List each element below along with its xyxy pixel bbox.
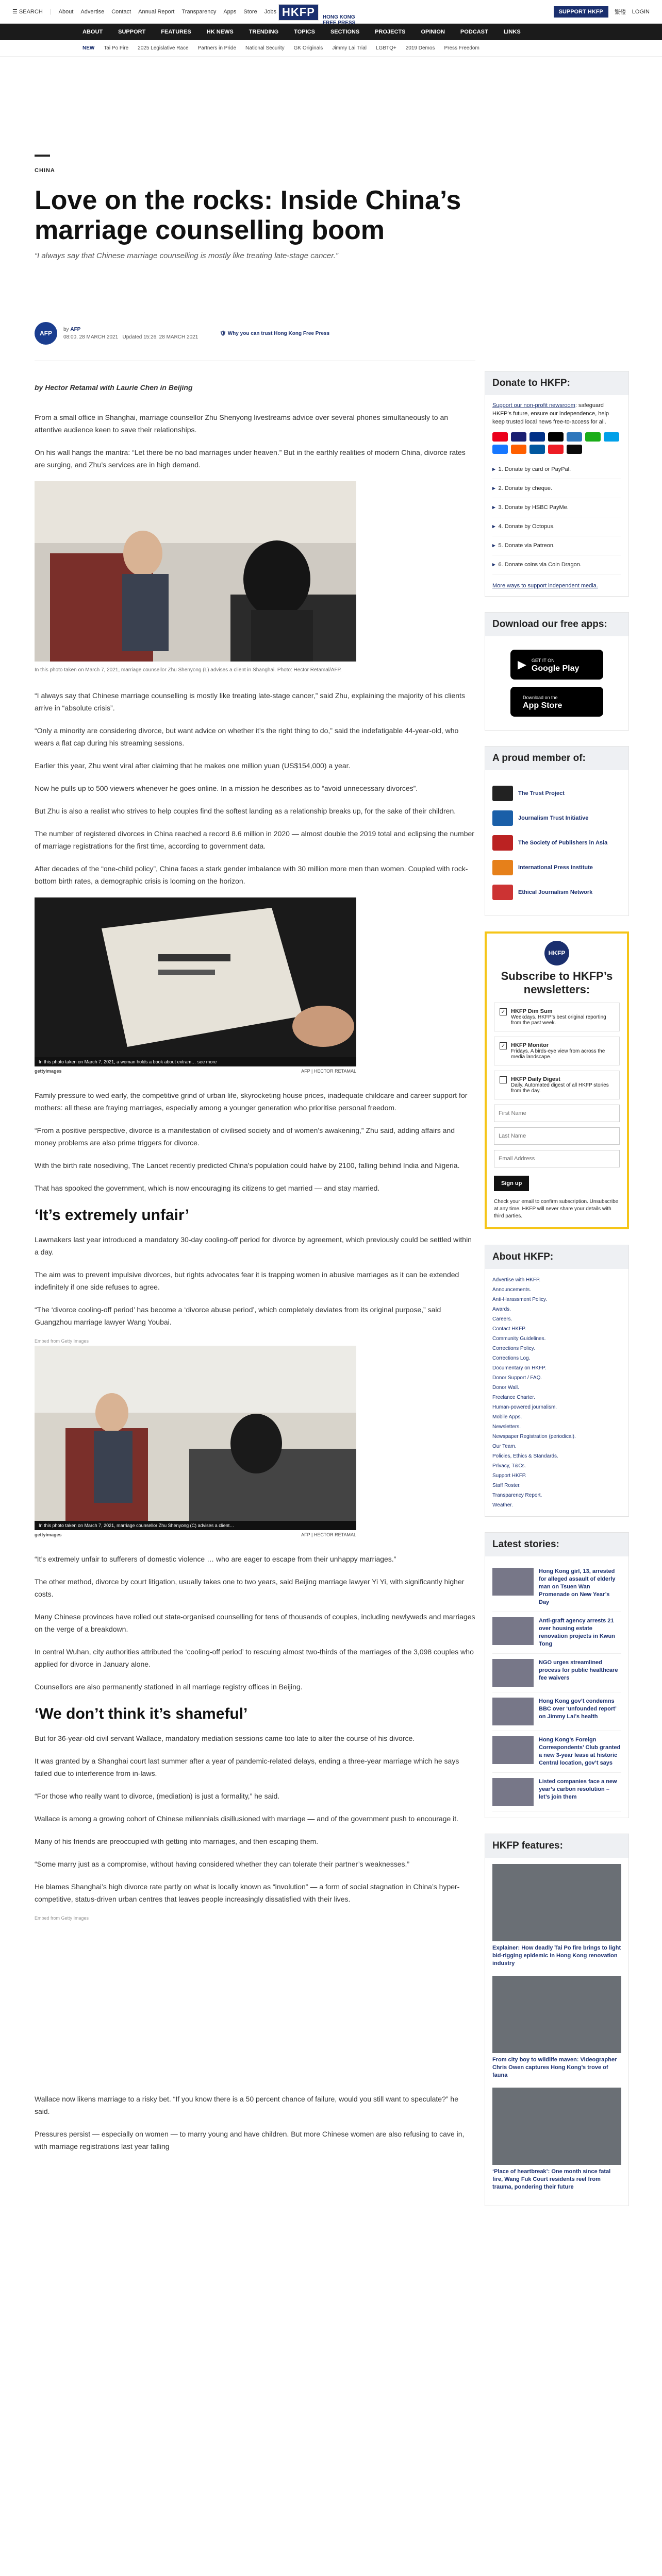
latest-story[interactable] [492, 1563, 621, 1612]
newsletter-logo: HKFP [544, 941, 569, 965]
feature-story[interactable] [492, 1976, 621, 2079]
arrow-icon: ▸ [492, 504, 495, 511]
story-title: Hong Kong girl, 13, arrested for alleged assault of elderly man on Tsuen Wan Promenade on New Year’s Day [539, 1568, 616, 1605]
trust-project-icon [492, 786, 513, 801]
features-box [485, 1834, 629, 2206]
author-avatar[interactable]: AFP [35, 322, 57, 345]
embed-credit[interactable]: Embed from Getty Images [35, 1916, 89, 1921]
about-link[interactable]: Policies, Ethics & Standards. [492, 1453, 558, 1459]
donate-box [485, 371, 629, 597]
card-icon [511, 432, 526, 442]
arrow-icon: ▸ [492, 466, 495, 472]
link-apps[interactable]: Apps [223, 8, 237, 15]
checkbox[interactable]: ✓ [500, 1008, 507, 1015]
features-list [485, 1858, 628, 2206]
link-about[interactable]: About [58, 8, 74, 15]
member-name: Ethical Journalism Network [518, 889, 593, 895]
member-logo[interactable] [492, 786, 621, 801]
subnav-item[interactable]: Jimmy Lai Trial [332, 45, 367, 51]
category-kicker[interactable]: CHINA [35, 167, 55, 174]
about-link[interactable]: Support HKFP. [492, 1473, 526, 1479]
donate-intro [492, 401, 621, 426]
trust-link[interactable]: 🛡 Why you can trust Hong Kong Free Press [220, 330, 330, 336]
photo-counsellor-scene [35, 481, 356, 662]
story-thumbnail [492, 1617, 534, 1645]
about-list [492, 1275, 621, 1510]
feature-story[interactable] [492, 1864, 621, 1968]
card-icon [567, 432, 582, 442]
search-label: SEARCH [19, 9, 43, 15]
member-name: International Press Institute [518, 865, 593, 871]
donate-option[interactable] [492, 498, 621, 517]
story-title: Hong Kong’s Foreign Correspondents’ Club granted a new 3-year lease at historic Central location, gov’t says [539, 1737, 621, 1766]
getty-logo[interactable]: gettyimages [35, 1532, 62, 1537]
member-logo[interactable] [492, 860, 621, 875]
paragraph: The other method, divorce by court litigation, usually takes one to two years, said Beijing marriage lawyer Yi Yi, with significantly higher costs. [35, 1578, 465, 1598]
link-annual-report[interactable]: Annual Report [138, 8, 175, 15]
by-label: by [63, 327, 69, 332]
member-box [485, 746, 629, 916]
about-link[interactable]: Careers. [492, 1316, 512, 1322]
more-ways-link[interactable]: More ways to support independent media. [492, 583, 598, 589]
subnav-item[interactable]: GK Originals [293, 45, 323, 51]
ejn-icon [492, 885, 513, 900]
donate-option-label: 5. Donate via Patreon. [498, 543, 555, 549]
link-store[interactable]: Store [243, 8, 257, 15]
author-name[interactable]: AFP [70, 327, 81, 332]
feature-image [492, 2088, 621, 2165]
paragraph: In central Wuhan, city authorities attributed the ‘cooling-off period’ to rescuing almost two-thirds of the marriages of the 3,098 couples who applied for divorce in January alone. [35, 1648, 474, 1668]
paragraph: Counsellors are also permanently stationed in all marriage registry offices in Beijing. [35, 1683, 303, 1691]
option-title: HKFP Dim Sum [511, 1008, 553, 1014]
option-desc: Fridays. A birds-eye view from across the media landscape. [511, 1048, 605, 1060]
nav-podcast[interactable]: PODCAST [460, 29, 488, 35]
story-thumbnail [492, 1568, 534, 1596]
donate-option-label: 6. Donate coins via Coin Dragon. [498, 562, 582, 568]
paragraph: “I always say that Chinese marriage counselling is mostly like treating late-stage cancer,” said Zhu, explaining the majority of his clients arrive in “absolute crisis”. [35, 691, 465, 712]
arrow-icon: ▸ [492, 485, 495, 492]
member-name: Journalism Trust Initiative [518, 815, 589, 821]
trust-link-label: Why you can trust Hong Kong Free Press [227, 330, 330, 336]
member-title: A proud member of: [485, 747, 628, 770]
card-icon [492, 432, 508, 442]
donate-link[interactable]: Support our non-profit newsroom [492, 402, 575, 409]
nav-topics[interactable]: TOPICS [294, 29, 315, 35]
donate-option[interactable] [492, 460, 621, 479]
feature-title: ‘Place of heartbreak’: One month since fatal fire, Wang Fuk Court residents reel from trauma, pondering their future [492, 2168, 611, 2190]
getty-bar [35, 1057, 356, 1066]
feature-title: From city boy to wildlife maven: Videographer Chris Owen captures Hong Kong’s trove of fauna [492, 2057, 617, 2078]
site-logo[interactable] [278, 4, 364, 36]
paragraph: “From a positive perspective, divorce is a manifestation of civilised society and of women’s awakening,” Zhu said, adding affairs and money problems are also prime triggers for divorce. [35, 1126, 455, 1147]
about-link[interactable]: Donor Support / FAQ. [492, 1375, 542, 1381]
appstore-label: App Store [523, 701, 562, 710]
latest-list [485, 1556, 628, 1818]
first-name-field[interactable] [494, 1105, 620, 1122]
about-link[interactable]: Staff Roster. [492, 1483, 521, 1488]
about-link[interactable]: Corrections Log. [492, 1355, 531, 1361]
paragraph: “The ‘divorce cooling-off period’ has become a ‘divorce abuse period’, which completely deviates from its original purpose,” said Guangzhou marriage lawyer Wang Youbai. [35, 1306, 441, 1326]
link-advertise[interactable]: Advertise [80, 8, 105, 15]
paragraph: Pressures persist — especially on women — to marry young and have children. But more Chinese women are also refusing to cave in, with marriage registrations last year falling [35, 2130, 465, 2150]
donate-title: Donate to HKFP: [485, 371, 628, 395]
link-transparency[interactable]: Transparency [181, 8, 217, 15]
about-link[interactable]: Newspaper Registration (periodical). [492, 1434, 576, 1439]
feature-story[interactable] [492, 2088, 621, 2191]
feature-image [492, 1976, 621, 2053]
card-icon [529, 445, 545, 454]
donate-option-label: 3. Donate by HSBC PayMe. [498, 504, 569, 511]
apps-title: Download our free apps: [485, 613, 628, 636]
about-link[interactable]: Mobile Apps. [492, 1414, 522, 1420]
arrow-icon: ▸ [492, 523, 495, 530]
article-photo-3 [35, 1346, 356, 1521]
card-icon [548, 445, 564, 454]
story-title: Anti-graft agency arrests 21 over housing estate renovation projects in Kwun Tong [539, 1618, 615, 1647]
about-link[interactable]: Human-powered journalism. [492, 1404, 557, 1410]
getty-logo[interactable]: gettyimages [35, 1069, 62, 1074]
member-logo[interactable] [492, 835, 621, 851]
nav-hk-news[interactable]: HK NEWS [206, 29, 234, 35]
about-link[interactable]: Awards. [492, 1307, 511, 1312]
arrow-icon: ▸ [492, 543, 495, 549]
paragraph: But for 36-year-old civil servant Wallace, mandatory mediation sessions came too late to alter the course of his divorce. [35, 1734, 415, 1742]
getty-caption-text: In this photo taken on March 7, 2021, a woman holds a book about extram… [39, 1059, 196, 1064]
embed-credit[interactable]: Embed from Getty Images [35, 1338, 89, 1344]
donate-option[interactable] [492, 536, 621, 555]
story-title: Hong Kong gov’t condemns BBC over ‘unfounded report’ on Jimmy Lai’s health [539, 1698, 617, 1720]
article-body [35, 381, 475, 2163]
subnav-item[interactable]: Press Freedom [444, 45, 479, 51]
newsletter-option[interactable] [494, 1071, 620, 1099]
getty-caption [39, 1059, 217, 1064]
member-name: The Trust Project [518, 790, 565, 796]
newsletter-option[interactable] [494, 1003, 620, 1031]
about-title: About HKFP: [485, 1245, 628, 1269]
member-logo[interactable] [492, 885, 621, 900]
link-jobs[interactable]: Jobs [264, 8, 276, 15]
about-link[interactable]: Announcements. [492, 1287, 532, 1293]
photo-office-scene [35, 1346, 356, 1521]
paragraph: Lawmakers last year introduced a mandatory 30-day cooling-off period for divorce by agreement, which previously could be settled within a day. [35, 1235, 472, 1256]
subnav-item[interactable]: Partners in Pride [197, 45, 237, 51]
nav-about[interactable]: ABOUT [82, 29, 103, 35]
paragraph: Earlier this year, Zhu went viral after claiming that he makes one million yuan (US$154,000) a year. [35, 761, 351, 770]
story-title: NGO urges streamlined process for public healthcare fee waivers [539, 1659, 618, 1681]
option-desc: Weekdays. HKFP’s best original reporting from the past week. [511, 1014, 606, 1026]
donate-option[interactable] [492, 517, 621, 536]
payment-icons [492, 432, 621, 454]
last-name-field[interactable] [494, 1127, 620, 1145]
member-logo[interactable] [492, 810, 621, 826]
paragraph: “For those who really want to divorce, (mediation) is just a formality,” he said. [35, 1792, 280, 1800]
about-link[interactable]: Corrections Policy. [492, 1346, 535, 1351]
card-icon [492, 445, 508, 454]
newsletter-box [485, 931, 629, 1229]
byline-block [35, 322, 329, 345]
paragraph: Wallace now likens marriage to a risky bet. “If you know there is a 50 percent chance of failure, would you still want to speculate?” he said. [35, 2095, 459, 2115]
sub-nav [0, 40, 662, 57]
nav-support[interactable]: SUPPORT [118, 29, 146, 35]
donate-option-label: 1. Donate by card or PayPal. [498, 466, 571, 472]
section-heading: ‘We don’t think it’s shameful’ [35, 1705, 248, 1722]
paragraph: Many Chinese provinces have rolled out state-organised counselling for tens of thousands of couples, including newlyweds and marriages on the verge of a breakdown. [35, 1613, 475, 1633]
photo-caption: In this photo taken on March 7, 2021, marriage counsellor Zhu Shenyong (L) advises a client in Shanghai. Photo: Hector Retamal/AFP. [35, 667, 342, 673]
story-title: Listed companies face a new year’s carbon resolution – let’s join them [539, 1778, 617, 1800]
see-more-link[interactable]: see more [197, 1059, 217, 1064]
option-title: HKFP Monitor [511, 1042, 549, 1048]
getty-bar [35, 1521, 356, 1530]
card-icon [567, 445, 582, 454]
about-link[interactable]: Advertise with HKFP. [492, 1277, 541, 1283]
getty-credit: AFP | HECTOR RETAMAL [301, 1069, 356, 1074]
nav-trending[interactable]: TRENDING [249, 29, 279, 35]
logo-mark: HKFP [278, 4, 319, 21]
getty-footer [35, 1069, 356, 1074]
jti-icon [492, 810, 513, 826]
subnav-item[interactable]: 2019 Demos [405, 45, 435, 51]
getty-credit: AFP | HECTOR RETAMAL [301, 1532, 356, 1537]
link-contact[interactable]: Contact [111, 8, 131, 15]
app-store-button[interactable] [510, 687, 603, 717]
feature-image [492, 1864, 621, 1941]
apps-box [485, 612, 629, 731]
paragraph: “Some marry just as a compromise, without having considered whether they can tolerate their partner’s weaknesses.” [35, 1860, 410, 1868]
embed-placeholder [35, 1923, 356, 2077]
donate-option-label: 4. Donate by Octopus. [498, 523, 555, 530]
reporter-byline: by Hector Retamal with Laurie Chen in Beijing [35, 383, 193, 392]
newsletter-note: Check your email to confirm subscription. Unsubscribe at any time. HKFP will never share your details with third parties. [494, 1199, 619, 1219]
option-desc: Daily. Automated digest of all HKFP stories from the day. [511, 1082, 609, 1094]
about-link[interactable]: Weather. [492, 1502, 513, 1508]
about-link[interactable]: Freelance Charter. [492, 1395, 535, 1400]
google-play-button[interactable] [510, 650, 603, 680]
gplay-label: Google Play [531, 664, 580, 673]
paragraph: He blames Shanghai’s high divorce rate partly on what is locally known as “involution” — a form of social stagnation in China’s hyper-competitive, status-driven urban centres that leaves people increasingly dissatisfied with their lives. [35, 1883, 460, 1903]
newsletter-option[interactable] [494, 1037, 620, 1065]
signup-button[interactable]: Sign up [494, 1176, 529, 1191]
about-link[interactable]: Transparency Report. [492, 1493, 542, 1498]
story-thumbnail [492, 1736, 534, 1764]
card-icon [529, 432, 545, 442]
card-icon [585, 432, 601, 442]
member-name: The Society of Publishers in Asia [518, 840, 608, 846]
updated-date: Updated 15:26, 28 MARCH 2021 [122, 334, 198, 340]
ipi-icon [492, 860, 513, 875]
latest-story[interactable] [492, 1773, 621, 1811]
section-heading: ‘It’s extremely unfair’ [35, 1207, 190, 1224]
standfirst: “I always say that Chinese marriage counselling is mostly like treating late-stage cancer.” [35, 251, 338, 260]
photo-book-scene [35, 897, 356, 1057]
donate-option[interactable] [492, 479, 621, 498]
nav-opinion[interactable]: OPINION [421, 29, 445, 35]
nav-features[interactable]: FEATURES [161, 29, 191, 35]
donate-text: : safeguard HKFP’s future, ensure our independence, help keep trusted local news free-to-access for all. [492, 402, 609, 425]
subnav-item[interactable]: 2025 Legislative Race [138, 45, 189, 51]
appstore-small: Download on the [523, 695, 558, 700]
card-icon [604, 432, 619, 442]
features-title: HKFP features: [485, 1834, 628, 1858]
feature-title: Explainer: How deadly Tai Po fire brings to light bid-rigging epidemic in Hong Kong renovation industry [492, 1945, 621, 1967]
nav-projects[interactable]: PROJECTS [375, 29, 406, 35]
about-link[interactable]: Donor Wall. [492, 1385, 519, 1391]
latest-story[interactable] [492, 1654, 621, 1692]
latest-story[interactable] [492, 1692, 621, 1731]
paragraph: It was granted by a Shanghai court last summer after a year of pandemic-related delays, ending a three-year marriage which he says failed due to interference from in-laws. [35, 1757, 459, 1777]
story-thumbnail [492, 1659, 534, 1687]
latest-story[interactable] [492, 1731, 621, 1773]
nav-sections[interactable]: SECTIONS [330, 29, 360, 35]
paragraph: Now he pulls up to 500 viewers whenever he goes online. In a mission he describes as to “avoid unnecessary divorces”. [35, 784, 418, 792]
paragraph: Many of his friends are preoccupied with getting into marriages, and then escaping them. [35, 1837, 319, 1845]
paragraph: “Only a minority are considering divorce, but want advice on whether it’s the right thing to do,” said the indefatigable 44-year-old, who wears a flat cap during his streaming sessions. [35, 726, 459, 747]
card-icon [548, 432, 564, 442]
play-icon: ▶ [518, 658, 526, 671]
card-icon [511, 445, 526, 454]
paragraph: With the birth rate nosediving, The Lancet recently predicted China’s population could halve by 2100, falling behind India and Nigeria. [35, 1161, 460, 1170]
about-link[interactable]: Newsletters. [492, 1424, 521, 1430]
latest-box [485, 1532, 629, 1818]
paragraph: After decades of the “one-child policy”, China faces a stark gender imbalance with 30 million more men than women. Coupled with rock-bottom birth rates, a demographic crisis is looming on the horizon. [35, 865, 468, 885]
paragraph: Family pressure to wed early, the competitive grind of urban life, skyrocketing house prices, inadequate childcare and career support for mothers: all these are fraying marriages, especially among a younger generation who prioritise personal freedom. [35, 1091, 468, 1112]
article-headline: Love on the rocks: Inside China’s marriage counselling boom [35, 185, 461, 245]
search-button[interactable]: ☰ SEARCH [12, 9, 43, 15]
arrow-icon: ▸ [492, 562, 495, 568]
subnav-item[interactable]: LGBTQ+ [376, 45, 396, 51]
new-badge: NEW [82, 45, 95, 51]
about-link[interactable]: Documentary on HKFP. [492, 1365, 547, 1371]
login-link[interactable]: LOGIN [632, 9, 650, 15]
subnav-item[interactable]: Tai Po Fire [104, 45, 129, 51]
about-link[interactable]: Our Team. [492, 1444, 517, 1449]
story-thumbnail [492, 1698, 534, 1725]
paragraph: On his wall hangs the mantra: “Let there be no bad marriages under heaven.” But in the earthly realities of modern China, divorce rates are surging, and Zhu’s services are in high demand. [35, 448, 466, 469]
about-link[interactable]: Privacy, T&Cs. [492, 1463, 526, 1469]
paragraph: The number of registered divorces in China reached a record 8.6 million in 2020 — almost double the 2019 total and eclipsing the number of marriage registrations for the first time, according to government data. [35, 829, 474, 850]
story-thumbnail [492, 1778, 534, 1806]
newsletter-title: Subscribe to HKFP’s newsletters: [501, 970, 613, 996]
checkbox[interactable]: ✓ [500, 1042, 507, 1049]
donate-option-label: 2. Donate by cheque. [498, 485, 553, 492]
language-toggle[interactable]: 繁體 [614, 9, 626, 15]
paragraph: “It’s extremely unfair to sufferers of domestic violence … who are eager to escape from their unhappy marriages.” [35, 1555, 396, 1563]
about-link[interactable]: Community Guidelines. [492, 1336, 546, 1342]
sopa-icon [492, 835, 513, 851]
about-link[interactable]: Anti-Harassment Policy. [492, 1297, 547, 1302]
paragraph: But Zhu is also a realist who strives to help couples find the softest landing as a relationship breaks up, for the sake of their children. [35, 807, 456, 815]
getty-footer [35, 1532, 356, 1537]
sidebar [485, 371, 629, 2222]
paragraph: From a small office in Shanghai, marriage counsellor Zhu Shenyong livestreams advice over several phones simultaneously to an attentive audience keen to save their relationships. [35, 413, 449, 434]
publish-date: 08:00, 28 MARCH 2021 [63, 334, 119, 340]
latest-title: Latest stories: [485, 1533, 628, 1556]
subnav-item[interactable]: National Security [245, 45, 285, 51]
article-photo-1 [35, 481, 356, 662]
email-field[interactable] [494, 1150, 620, 1167]
top-bar: ☰ SEARCH | About Advertise Contact Annual Report Transparency Apps Store Jobs HKFP HONG KONG FREE PRESS SUPPORT HKFP 繁體 LOGIN [0, 0, 662, 24]
about-link[interactable]: Contact HKFP. [492, 1326, 526, 1332]
latest-story[interactable] [492, 1612, 621, 1654]
nav-links[interactable]: LINKS [503, 29, 521, 35]
checkbox[interactable] [500, 1076, 507, 1083]
kicker-rule [35, 155, 50, 157]
donate-option[interactable] [492, 555, 621, 574]
about-box [485, 1245, 629, 1517]
paragraph: That has spooked the government, which is now encouraging its citizens to get married — and stay married. [35, 1184, 380, 1192]
gplay-small: GET IT ON [531, 658, 555, 663]
option-title: HKFP Daily Digest [511, 1076, 560, 1082]
article-photo-2 [35, 897, 356, 1057]
paragraph: Wallace is among a growing cohort of Chinese millennials disillusioned with marriage — and of the government push to encourage it. [35, 1815, 459, 1823]
paragraph: The aim was to prevent impulsive divorces, but rights advocates fear it is trapping women in abusive marriages as it can be extended indefinitely if one side refuses to agree. [35, 1270, 459, 1291]
support-button[interactable]: SUPPORT HKFP [554, 6, 608, 18]
logo-text: HONG KONG FREE PRESS [322, 14, 356, 26]
getty-caption-text: In this photo taken on March 7, 2021, marriage counsellor Zhu Shenyong (C) advises a client… [39, 1523, 235, 1528]
